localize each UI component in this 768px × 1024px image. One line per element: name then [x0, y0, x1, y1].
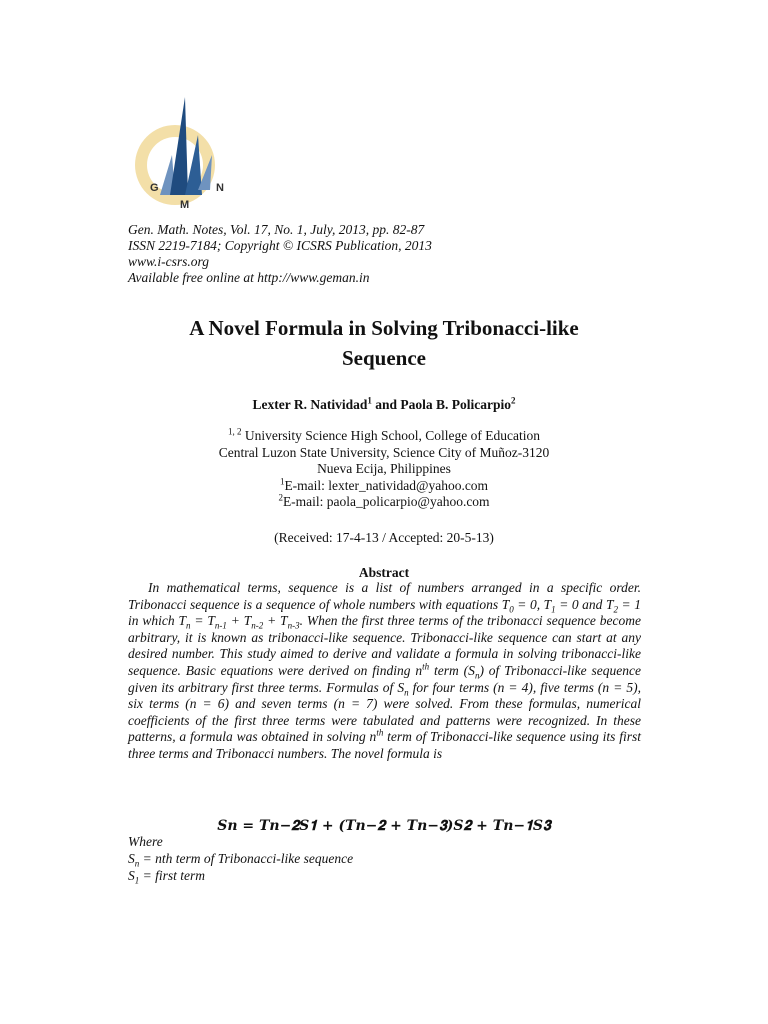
- journal-availability: Available free online at http://www.geman.in: [128, 270, 370, 285]
- author-1-sup: 1: [367, 395, 372, 406]
- email-1: E-mail: lexter_natividad@yahoo.com: [284, 477, 489, 493]
- journal-website: www.i-csrs.org: [128, 254, 210, 269]
- sup-th-2: th: [376, 727, 384, 738]
- where-line-1-desc: = nth term of Tribonacci-like sequence: [139, 851, 354, 866]
- author-2: Paola B. Policarpio: [400, 397, 512, 412]
- affil-line-2: Central Luzon State University, Science City of Muñoz-3120: [218, 444, 550, 460]
- email-1-sup: 1: [279, 476, 285, 486]
- where-line-1-var: S: [128, 851, 135, 866]
- affil-line-1: University Science High School, College of Education: [244, 428, 540, 443]
- abstract-text-8: . When the first three terms of the tribonacci sequence become arbitrary, it is known as tribonacci-like sequence. Tribonacci-like sequence can start at any desired number. This study aimed to derive and validate a formula in solving tribonacci-like sequence. Basic equations were derived on finding n: [128, 613, 642, 678]
- sup-th-1: th: [422, 661, 430, 672]
- affil-line-3: Nueva Ecija, Philippines: [317, 461, 451, 476]
- logo-letter-g: G: [150, 182, 159, 194]
- where-line-2-sub: 1: [134, 875, 140, 886]
- author-2-sup: 2: [511, 395, 516, 406]
- journal-issn: ISSN 2219-7184; Copyright © ICSRS Publication, 2013: [128, 238, 432, 253]
- abstract-text-12: term of Tribonacci-like sequence using its first three terms and Tribonacci numbers. The novel formula is: [128, 729, 641, 761]
- abstract-text-11: for four terms (n = 4), five terms (n = 5), six terms (n = 6) and seven terms (n = 7) were solved. From these formulas, numerical coefficients of the first three terms were tabulated and patterns were recognized. In these patterns, a formula was obtained in solving n: [128, 679, 641, 745]
- abstract-text-5: = T: [190, 613, 215, 629]
- sub-2: 2: [613, 604, 618, 615]
- journal-citation: Gen. Math. Notes, Vol. 17, No. 1, July, 2013, pp. 82-87: [128, 222, 425, 237]
- logo-letter-n: N: [216, 182, 224, 194]
- abstract-paragraph: [128, 580, 641, 763]
- sub-0: 0: [509, 604, 514, 615]
- sub-n-3: n-3: [287, 620, 300, 631]
- author-and: and: [371, 397, 401, 412]
- where-line-2-var: S: [128, 868, 135, 883]
- abstract-body: [128, 580, 641, 763]
- where-line-2: [128, 867, 353, 884]
- where-label: Where: [128, 834, 163, 849]
- abstract-text-1: In mathematical terms, sequence is a list of numbers arranged in a specific order. Tribonacci sequence is a sequence of whole numbers with equations T: [128, 580, 641, 612]
- abstract-heading: Abstract: [358, 565, 410, 580]
- title-line-2: Sequence: [342, 346, 426, 370]
- gmn-logo: [130, 95, 240, 215]
- logo-letter-m: M: [180, 199, 190, 211]
- abstract-text-10: ) of Tribonacci-like sequence given its arbitrary first three terms. Formulas of S: [128, 662, 642, 695]
- abstract-text-3: = 0 and T: [555, 596, 614, 612]
- where-line-1-sub: n: [134, 858, 140, 869]
- author-1: Lexter R. Natividad: [252, 397, 368, 412]
- sub-n: n: [186, 620, 191, 631]
- author-list: [0, 397, 768, 413]
- title-line-1: A Novel Formula in Solving Tribonacci-like: [189, 316, 579, 340]
- abstract-text-4: = 1 in which T: [128, 596, 641, 629]
- received-dates: (Received: 17-4-13 / Accepted: 20-5-13): [274, 530, 494, 545]
- sub-n-1: n-1: [214, 620, 227, 631]
- paper-title: [0, 313, 768, 373]
- sub-n-2: n-2: [251, 620, 264, 631]
- sub-1: 1: [551, 604, 556, 615]
- affiliation-block: [0, 428, 768, 511]
- where-block: [128, 833, 353, 884]
- sub-n-formulas: n: [404, 687, 409, 698]
- affil-sup: 1, 2: [228, 426, 242, 437]
- novel-formula: 𝑺𝒏 = 𝑻𝒏−𝟐𝑺𝟏 + (𝑻𝒏−𝟐 + 𝑻𝒏−𝟑)𝑺𝟐 + 𝑻𝒏−𝟏𝑺𝟑: [217, 818, 551, 834]
- abstract-text-9: term (S: [429, 662, 475, 678]
- email-2: E-mail: paola_policarpio@yahoo.com: [282, 494, 490, 509]
- sub-n-sn: n: [474, 670, 480, 681]
- where-line-1: [128, 850, 353, 867]
- email-2-sup: 2: [278, 492, 283, 503]
- abstract-text-2: = 0, T: [513, 596, 552, 612]
- where-line-2-desc: = first term: [139, 868, 205, 883]
- journal-info: [128, 222, 432, 286]
- abstract-text-7: + T: [263, 613, 288, 629]
- abstract-text-6: + T: [226, 613, 252, 629]
